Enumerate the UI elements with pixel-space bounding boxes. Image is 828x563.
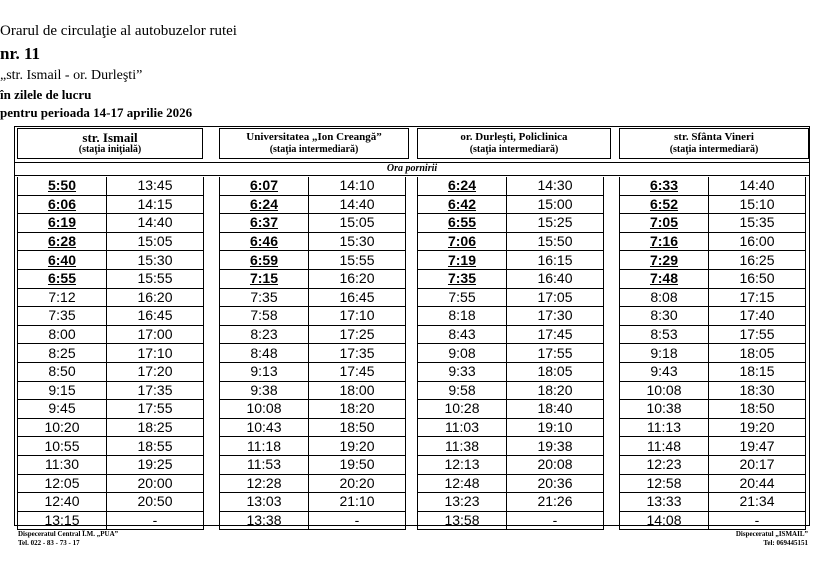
timetable-row <box>18 493 204 512</box>
route-number: nr. 11 <box>0 44 41 63</box>
times-table-university <box>219 177 406 530</box>
departure-time-first: 9:15 <box>18 381 107 400</box>
timetable-row <box>418 195 604 214</box>
timetable-row <box>620 195 806 214</box>
departure-time-second: 18:40 <box>507 400 604 419</box>
departure-time-first: 6:24 <box>418 177 507 195</box>
timetable-row <box>18 325 204 344</box>
departure-time-second: 20:00 <box>107 474 204 493</box>
departure-time-first: 12:05 <box>18 474 107 493</box>
timetable-row <box>220 214 406 233</box>
departure-time-first: 10:08 <box>620 381 709 400</box>
timetable-row <box>418 381 604 400</box>
timetable-row <box>18 251 204 270</box>
departure-time-first: 7:05 <box>620 214 709 233</box>
departure-time-first: 12:58 <box>620 474 709 493</box>
timetable-row <box>620 325 806 344</box>
departure-time-first: 10:38 <box>620 400 709 419</box>
departure-time-first: 6:40 <box>18 251 107 270</box>
timetable-row <box>18 195 204 214</box>
departure-time-second: 18:55 <box>107 437 204 456</box>
departure-time-first: 6:19 <box>18 214 107 233</box>
departure-time-second: 15:30 <box>107 251 204 270</box>
departure-time-first: 11:13 <box>620 418 709 437</box>
timetable-row <box>620 418 806 437</box>
timetable-row <box>18 437 204 456</box>
departure-time-second: 14:10 <box>309 177 406 195</box>
station-header-university <box>219 128 409 159</box>
dispatcher-left-title: Dispeceratul Central Î.M. „PUA” <box>18 530 119 538</box>
departure-time-first: 7:55 <box>418 288 507 307</box>
departure-time-second: 17:25 <box>309 325 406 344</box>
times-table-ismail <box>17 177 204 530</box>
departure-time-second: 16:40 <box>507 269 604 288</box>
timetable-row <box>620 232 806 251</box>
timetable-row <box>418 400 604 419</box>
timetable-row <box>418 418 604 437</box>
departure-time-second: 14:40 <box>309 195 406 214</box>
station-name: str. Sfânta Vineri <box>674 131 754 143</box>
departure-time-second: 20:08 <box>507 455 604 474</box>
timetable-row <box>220 474 406 493</box>
departure-time-first: 7:48 <box>620 269 709 288</box>
departure-time-second: 20:17 <box>709 455 806 474</box>
departure-time-second: 21:26 <box>507 493 604 512</box>
departure-time-second: 18:50 <box>309 418 406 437</box>
departure-time-first: 12:40 <box>18 493 107 512</box>
departure-time-first: 6:55 <box>418 214 507 233</box>
departure-time-first: 8:18 <box>418 307 507 326</box>
timetable-row <box>418 437 604 456</box>
departure-time-second: 15:10 <box>709 195 806 214</box>
timetable-row <box>620 269 806 288</box>
timetable-row <box>620 214 806 233</box>
timetable-row <box>18 344 204 363</box>
timetable-row <box>220 288 406 307</box>
timetable-row <box>418 288 604 307</box>
timetable-row <box>418 511 604 530</box>
departure-time-first: 5:50 <box>18 177 107 195</box>
departure-time-first: 9:18 <box>620 344 709 363</box>
operating-days: în zilele de lucru <box>0 87 92 102</box>
timetable-row <box>220 251 406 270</box>
timetable-row <box>220 307 406 326</box>
departure-time-first: 12:23 <box>620 455 709 474</box>
departure-time-second: 15:55 <box>107 269 204 288</box>
station-type: (staţia intermediară) <box>269 144 359 155</box>
departure-time-second: 19:25 <box>107 455 204 474</box>
timetable-row <box>620 493 806 512</box>
departure-time-first: 10:43 <box>220 418 309 437</box>
departure-time-second: 18:05 <box>507 362 604 381</box>
timetable-row <box>220 177 406 195</box>
station-header-ismail <box>17 128 203 159</box>
departure-time-second: 14:40 <box>107 214 204 233</box>
timetable-row <box>220 511 406 530</box>
departure-time-first: 13:58 <box>418 511 507 530</box>
departure-time-second: 20:36 <box>507 474 604 493</box>
departure-time-first: 13:33 <box>620 493 709 512</box>
timetable-row <box>220 381 406 400</box>
departure-time-first: 9:33 <box>418 362 507 381</box>
departure-time-second: 20:50 <box>107 493 204 512</box>
station-name: str. Ismail <box>82 130 138 145</box>
station-type: (staţia intermediară) <box>469 144 559 155</box>
timetable-row <box>418 325 604 344</box>
station-name: or. Durleşti, Policlinica <box>460 131 568 143</box>
departure-time-second: 17:30 <box>507 307 604 326</box>
departure-time-second: 17:35 <box>309 344 406 363</box>
departure-time-first: 7:19 <box>418 251 507 270</box>
departure-time-first: 9:45 <box>18 400 107 419</box>
departure-time-first: 7:06 <box>418 232 507 251</box>
timetable-row <box>418 307 604 326</box>
timetable-row <box>18 511 204 530</box>
departure-time-first: 7:58 <box>220 307 309 326</box>
timetable-row <box>220 455 406 474</box>
times-table-durlesti <box>417 177 604 530</box>
departure-time-second: 18:50 <box>709 400 806 419</box>
departure-time-first: 10:55 <box>18 437 107 456</box>
timetable-row <box>418 251 604 270</box>
departure-time-second: 16:45 <box>309 288 406 307</box>
departure-time-first: 8:48 <box>220 344 309 363</box>
timetable-row <box>18 362 204 381</box>
departure-time-second: 17:10 <box>309 307 406 326</box>
footer-right <box>736 530 808 548</box>
departure-time-first: 10:08 <box>220 400 309 419</box>
timetable-row <box>18 400 204 419</box>
timetable-row <box>620 362 806 381</box>
departure-time-first: 7:35 <box>220 288 309 307</box>
departure-time-second: 19:20 <box>309 437 406 456</box>
departure-time-first: 7:29 <box>620 251 709 270</box>
departure-time-first: 13:03 <box>220 493 309 512</box>
timetable-row <box>18 288 204 307</box>
station-header-sfanta-vineri <box>619 128 809 159</box>
departure-time-second: 19:47 <box>709 437 806 456</box>
departure-time-first: 6:52 <box>620 195 709 214</box>
departure-time-first: 6:24 <box>220 195 309 214</box>
departure-time-first: 11:03 <box>418 418 507 437</box>
departure-time-first: 6:37 <box>220 214 309 233</box>
departure-time-second: - <box>107 511 204 530</box>
departure-time-second: 18:30 <box>709 381 806 400</box>
departure-time-first: 7:35 <box>18 307 107 326</box>
departure-time-second: 16:20 <box>309 269 406 288</box>
departure-time-first: 11:38 <box>418 437 507 456</box>
departure-time-first: 8:50 <box>18 362 107 381</box>
departure-time-second: 13:45 <box>107 177 204 195</box>
departure-time-first: 8:43 <box>418 325 507 344</box>
departure-time-second: 16:50 <box>709 269 806 288</box>
departure-time-first: 9:08 <box>418 344 507 363</box>
departure-time-first: 6:46 <box>220 232 309 251</box>
departure-time-first: 7:15 <box>220 269 309 288</box>
station-header-durlesti <box>417 128 611 159</box>
departure-time-first: 6:28 <box>18 232 107 251</box>
dispatcher-left-phone: Tel. 022 - 83 - 73 - 17 <box>18 539 80 547</box>
departure-time-first: 6:55 <box>18 269 107 288</box>
departure-time-second: 15:25 <box>507 214 604 233</box>
departure-time-second: - <box>709 511 806 530</box>
timetable-row <box>620 455 806 474</box>
departure-time-first: 11:30 <box>18 455 107 474</box>
departure-time-second: 20:44 <box>709 474 806 493</box>
timetable-row <box>418 269 604 288</box>
departure-time-first: 10:28 <box>418 400 507 419</box>
route-name: „str. Ismail - or. Durleşti” <box>0 68 143 83</box>
timetable-row <box>418 232 604 251</box>
timetable-row <box>418 344 604 363</box>
departure-time-second: 15:05 <box>309 214 406 233</box>
departure-time-second: 17:20 <box>107 362 204 381</box>
departure-time-first: 13:15 <box>18 511 107 530</box>
timetable-row <box>18 177 204 195</box>
departure-time-second: 18:00 <box>309 381 406 400</box>
departure-time-second: 16:20 <box>107 288 204 307</box>
operating-period: pentru perioada 14-17 aprilie 2026 <box>0 105 193 120</box>
departure-time-second: 17:45 <box>507 325 604 344</box>
departure-time-second: 16:45 <box>107 307 204 326</box>
departure-time-second: 16:15 <box>507 251 604 270</box>
departure-time-first: 9:58 <box>418 381 507 400</box>
departure-time-second: 15:55 <box>309 251 406 270</box>
departure-time-second: 14:40 <box>709 177 806 195</box>
timetable-row <box>620 177 806 195</box>
departure-time-first: 13:23 <box>418 493 507 512</box>
timetable-row <box>220 344 406 363</box>
timetable-row <box>220 269 406 288</box>
timetable-row <box>220 232 406 251</box>
timetable-row <box>220 195 406 214</box>
departure-time-first: 8:23 <box>220 325 309 344</box>
dispatcher-right-phone: Tel: 069445151 <box>763 539 808 547</box>
departure-time-second: 18:20 <box>507 381 604 400</box>
departure-time-first: 6:42 <box>418 195 507 214</box>
timetable-row <box>620 381 806 400</box>
timetable-row <box>220 325 406 344</box>
departure-time-first: 12:28 <box>220 474 309 493</box>
departure-time-second: 16:25 <box>709 251 806 270</box>
departure-time-second: 21:34 <box>709 493 806 512</box>
departure-time-first: 6:07 <box>220 177 309 195</box>
departure-time-first: 11:48 <box>620 437 709 456</box>
timetable-row <box>620 307 806 326</box>
timetable-row <box>418 362 604 381</box>
timetable-row <box>18 474 204 493</box>
departure-time-first: 6:33 <box>620 177 709 195</box>
departure-time-second: 19:38 <box>507 437 604 456</box>
departure-time-first: 7:16 <box>620 232 709 251</box>
departure-time-first: 11:53 <box>220 455 309 474</box>
timetable-row <box>220 418 406 437</box>
departure-time-first: 14:08 <box>620 511 709 530</box>
station-type: (staţia iniţială) <box>78 144 142 155</box>
departure-time-second: 19:10 <box>507 418 604 437</box>
departure-time-second: 14:30 <box>507 177 604 195</box>
timetable-row <box>620 437 806 456</box>
departure-time-second: 17:10 <box>107 344 204 363</box>
departure-time-first: 8:53 <box>620 325 709 344</box>
timetable-row <box>220 437 406 456</box>
departure-time-second: 19:50 <box>309 455 406 474</box>
departure-time-second: 14:15 <box>107 195 204 214</box>
departure-time-second: 17:35 <box>107 381 204 400</box>
departure-time-first: 10:20 <box>18 418 107 437</box>
departure-time-second: 17:55 <box>709 325 806 344</box>
departure-time-second: 20:20 <box>309 474 406 493</box>
departure-time-second: 17:55 <box>107 400 204 419</box>
timetable-row <box>18 307 204 326</box>
departure-time-second: 18:05 <box>709 344 806 363</box>
timetable-row <box>620 474 806 493</box>
departure-time-second: 17:05 <box>507 288 604 307</box>
departure-time-second: 18:15 <box>709 362 806 381</box>
timetable-row <box>418 177 604 195</box>
timetable-row <box>220 493 406 512</box>
departure-time-second: - <box>507 511 604 530</box>
departure-time-first: 12:48 <box>418 474 507 493</box>
departure-time-second: 19:20 <box>709 418 806 437</box>
departure-time-first: 9:38 <box>220 381 309 400</box>
timetable-row <box>220 362 406 381</box>
station-type: (staţia intermediară) <box>669 144 759 155</box>
departure-time-second: 15:30 <box>309 232 406 251</box>
departure-time-first: 8:08 <box>620 288 709 307</box>
timetable-row <box>620 288 806 307</box>
timetable-row <box>220 400 406 419</box>
timetable-row <box>620 400 806 419</box>
departure-time-second: 18:20 <box>309 400 406 419</box>
timetable-row <box>18 455 204 474</box>
departure-time-second: 15:50 <box>507 232 604 251</box>
departure-time-second: - <box>309 511 406 530</box>
timetable-row <box>18 232 204 251</box>
departure-time-second: 21:10 <box>309 493 406 512</box>
timetable-row <box>620 251 806 270</box>
timetable-row <box>620 344 806 363</box>
departure-time-first: 8:25 <box>18 344 107 363</box>
timetable-row <box>620 511 806 530</box>
departure-time-second: 15:05 <box>107 232 204 251</box>
departure-time-first: 6:06 <box>18 195 107 214</box>
departure-time-first: 12:13 <box>418 455 507 474</box>
departure-time-first: 7:35 <box>418 269 507 288</box>
station-name: Universitatea „Ion Creangă” <box>246 131 382 143</box>
timetable-row <box>418 493 604 512</box>
timetable-row <box>18 214 204 233</box>
departure-time-second: 16:00 <box>709 232 806 251</box>
departure-time-first: 8:30 <box>620 307 709 326</box>
departure-time-first: 11:18 <box>220 437 309 456</box>
departure-time-first: 6:59 <box>220 251 309 270</box>
departure-time-first: 9:43 <box>620 362 709 381</box>
times-table-sfanta-vineri <box>619 177 806 530</box>
timetable-row <box>418 474 604 493</box>
departure-time-label: Ora pornirii <box>14 162 810 176</box>
departure-time-second: 15:35 <box>709 214 806 233</box>
timetable-heading: Orarul de circulaţie al autobuzelor rutei <box>0 23 237 39</box>
timetable-row <box>418 214 604 233</box>
timetable-row <box>418 455 604 474</box>
timetable-row <box>18 381 204 400</box>
footer-left <box>18 530 118 548</box>
departure-time-second: 18:25 <box>107 418 204 437</box>
departure-time-first: 13:38 <box>220 511 309 530</box>
dispatcher-right-title: Dispeceratul „ISMAIL” <box>735 530 808 538</box>
departure-time-second: 17:45 <box>309 362 406 381</box>
departure-time-second: 15:00 <box>507 195 604 214</box>
departure-time-second: 17:00 <box>107 325 204 344</box>
timetable-row <box>18 269 204 288</box>
departure-time-second: 17:55 <box>507 344 604 363</box>
departure-time-second: 17:15 <box>709 288 806 307</box>
departure-time-first: 8:00 <box>18 325 107 344</box>
departure-time-first: 9:13 <box>220 362 309 381</box>
timetable-row <box>18 418 204 437</box>
departure-time-second: 17:40 <box>709 307 806 326</box>
departure-time-first: 7:12 <box>18 288 107 307</box>
